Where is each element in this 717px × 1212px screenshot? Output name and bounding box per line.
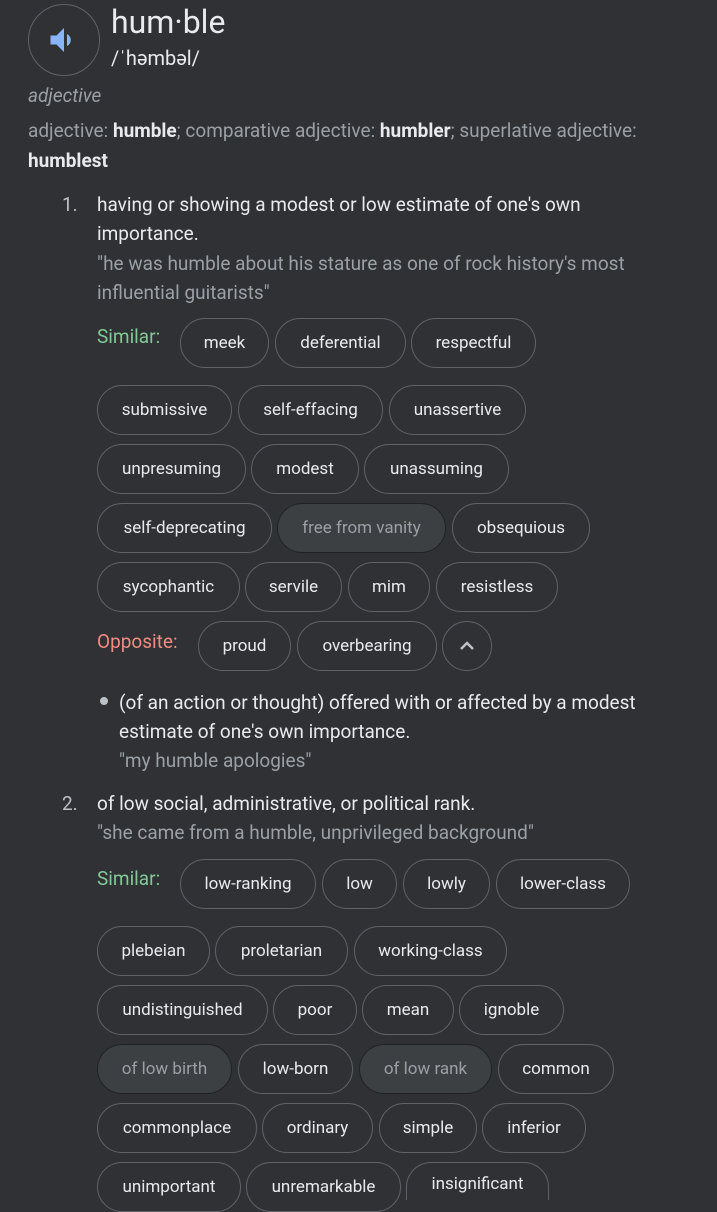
synonym-chip-muted[interactable]: of low rank [359, 1044, 492, 1094]
antonym-chip[interactable]: overbearing [297, 621, 437, 671]
example-2: "she came from a humble, unprivileged background" [97, 821, 534, 844]
synonym-chip[interactable]: submissive [97, 385, 232, 435]
synonym-chip[interactable]: unassuming [364, 444, 509, 494]
similar-label: Similar: [97, 325, 161, 348]
synonym-chip[interactable]: unpresuming [97, 444, 246, 494]
definition-2: of low social, administrative, or political rank. [97, 792, 476, 815]
similar-label: Similar: [97, 867, 161, 890]
synonym-chip[interactable]: low-ranking [180, 859, 316, 909]
synonym-chip[interactable]: unassertive [389, 385, 526, 435]
synonym-chip[interactable]: meek [180, 318, 269, 368]
subsense-definition: (of an action or thought) offered with or affected by a modest estimate of one's own importance. [119, 691, 636, 743]
bullet-point [100, 697, 108, 705]
chevron-up-icon [455, 634, 479, 658]
synonym-chip[interactable]: lower-class [496, 859, 630, 909]
synonym-chip[interactable]: self-effacing [238, 385, 383, 435]
synonym-chip[interactable]: self-deprecating [97, 503, 272, 553]
synonym-chip-muted[interactable]: of low birth [97, 1044, 232, 1094]
synonym-chip[interactable]: lowly [403, 859, 490, 909]
synonym-chip[interactable]: common [498, 1044, 614, 1094]
synonym-chip[interactable]: servile [245, 562, 342, 612]
word-forms: adjective: humble; comparative adjective: humbler; superlative adjective: humblest [28, 119, 637, 172]
synonym-chip[interactable]: obsequious [452, 503, 590, 553]
synonym-chip[interactable]: ordinary [262, 1103, 373, 1153]
part-of-speech: adjective [28, 84, 102, 107]
synonym-chip[interactable]: sycophantic [97, 562, 240, 612]
opposite-label: Opposite: [97, 630, 178, 653]
synonym-chip[interactable]: working-class [354, 926, 507, 976]
synonym-chip-muted[interactable]: free from vanity [277, 503, 446, 553]
synonym-chip[interactable]: mean [362, 985, 454, 1035]
synonym-chip[interactable]: low-born [238, 1044, 353, 1094]
synonym-chip[interactable]: commonplace [97, 1103, 257, 1153]
synonym-chip[interactable]: unimportant [97, 1162, 241, 1212]
synonym-chip[interactable]: plebeian [97, 926, 210, 976]
example-1: "he was humble about his stature as one of rock history's most influential guitarists" [97, 252, 625, 304]
synonym-chip[interactable]: respectful [411, 318, 536, 368]
synonym-chip[interactable]: inferior [482, 1103, 586, 1153]
synonym-chip[interactable]: undistinguished [97, 985, 268, 1035]
headword: hum·ble [111, 3, 226, 41]
antonym-chip[interactable]: proud [198, 621, 291, 671]
sense-number: 1. [62, 193, 78, 216]
synonym-chip[interactable]: simple [379, 1103, 477, 1153]
synonym-chip[interactable]: low [322, 859, 397, 909]
subsense-example: "my humble apologies" [119, 749, 312, 772]
synonym-chip[interactable]: poor [273, 985, 357, 1035]
synonym-chip[interactable]: ignoble [459, 985, 564, 1035]
collapse-button[interactable] [442, 621, 492, 671]
pronunciation-text: /ˈhəmbəl/ [111, 46, 200, 70]
synonym-chip[interactable]: insignificant [406, 1162, 549, 1200]
definition-1: having or showing a modest or low estimate of one's own importance. [97, 193, 581, 245]
synonym-chip[interactable]: proletarian [215, 926, 348, 976]
sense-number: 2. [62, 792, 78, 815]
synonym-chip[interactable]: deferential [275, 318, 406, 368]
speaker-icon [46, 22, 82, 58]
pronunciation-play-button[interactable] [28, 4, 100, 76]
synonym-chip[interactable]: unremarkable [246, 1162, 401, 1212]
synonym-chip[interactable]: resistless [436, 562, 558, 612]
synonym-chip[interactable]: mim [348, 562, 430, 612]
synonym-chip[interactable]: modest [251, 444, 359, 494]
